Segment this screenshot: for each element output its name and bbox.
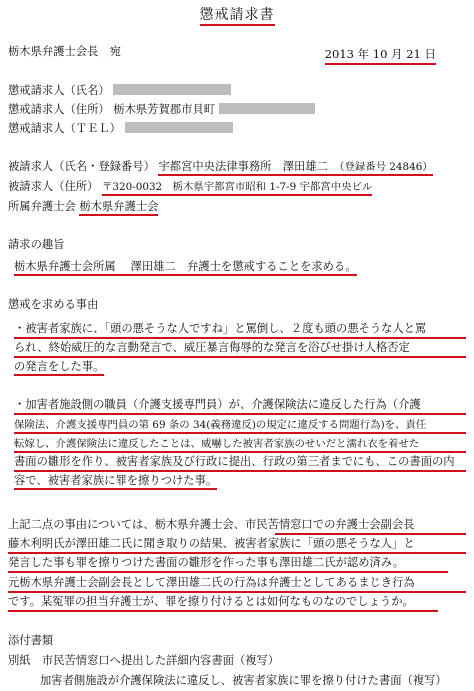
respondent-address-row [8,180,470,194]
purpose-heading: 請求の趣旨 [8,238,65,251]
underline-rule [8,591,466,593]
reason2-line-2: 保険法、介護支援専門員の第 69 条の 34(義務違反)の規定に違反する問題行為)を、責任 [14,419,427,431]
petitioner-address-row [8,103,470,117]
underline-rule [14,337,466,339]
document-title: 懲戒請求書 [0,4,474,24]
respondent-name-value: 宇都宮中央法律事務所 澤田雄二 （登録番号 24846） [158,160,432,176]
attachment-item-2: 加害者側施設が介護保険法に違反し、被害者家族に罪を擦り付けた書面（複写） [40,674,447,687]
underline-rule [14,356,466,358]
attachments-heading: 添付書類 [8,634,54,647]
underline-rule [8,610,438,612]
respondent-bar-label: 所属弁護士会 [8,200,76,213]
respondent-name-row [8,160,470,174]
underline-rule [14,451,466,453]
summary-line-3: 発言した事も罪を擦りつけた書面の雛形を作った事も澤田雄二氏が認め済み。 [8,556,405,569]
reasons-heading: 懲戒を求める事由 [8,298,99,311]
summary-line-1: 上記二点の事由については、栃木県弁護士会、市民苦情窓口での弁護士会副会長 [8,518,415,531]
respondent-bar-row [8,200,470,214]
underline-rule [275,533,466,535]
reason2-line-1: ・加害者施設側の職員（介護支援専門員）が、介護保険法に違反した行為（介護 [14,398,421,411]
redacted-name [113,84,231,95]
reason1-line-1: ・被害者家族に、「頭の悪そうな人ですね」と罵倒し、２度も頭の悪そうな人と罵 [14,322,427,335]
redacted-address [219,103,315,114]
petitioner-name-row [8,84,470,98]
underline-rule [14,432,466,434]
purpose-text: 栃木県弁護士会所属 澤田雄二 弁護士を懲戒することを求める。 [14,260,470,274]
underline-rule [14,413,466,415]
summary-line-5: です。某冤罪の担当弁護士が、罪を擦り付けるとは如何なものなのでしょうか。 [8,595,414,608]
summary-line-2: 藤木利明氏が澤田雄二氏に聞き取りの結果、被害者家族に「頭の悪そうな人」と [8,537,415,550]
underline-rule [14,470,466,472]
reason1-line-3: の発言をした事。 [14,360,470,374]
redacted-tel [125,122,233,133]
reason2-line-3: 転嫁し、介護保険法に違反したことは、威嚇した被害者家族のせいだと濡れ衣を着せた [14,438,420,450]
respondent-address-value: 〒320-0032 栃木県宇都宮市昭和 1-7-9 宇都宮中央ビル [102,181,372,196]
addressee: 栃木県弁護士会長 宛 [8,45,121,58]
reason2-line-5: 容で、被害者家族に罪を擦りつけた事。 [14,474,470,488]
underline-rule [8,571,448,573]
petitioner-address-label: 懲戒請求人（住所） [8,103,110,116]
respondent-bar-value: 栃木県弁護士会 [79,200,158,216]
summary-line-4: 元栃木県弁護士会副会長として澤田雄二氏の行為は弁護士としてあるまじき行為 [8,576,415,589]
petitioner-tel-label: 懲戒請求人（ＴＥＬ） [8,122,121,135]
reason1-line-2: られ、終始威圧的な言動発言で、威圧暴言侮辱的な発言を浴びせ掛け人格否定 [14,341,410,354]
document-date: 2013 年 10 月 21 日 [325,46,436,65]
respondent-name-label: 被請求人（氏名・登録番号） [8,160,155,173]
reason2-line-4: 書面の雛形を作り、被害者家族及び行政に提出、行政の第三者までにも、この書面の内 [14,455,455,468]
underline-rule [8,552,466,554]
petitioner-name-label: 懲戒請求人（氏名） [8,84,110,97]
petitioner-address-value: 栃木県芳賀郡市貝町 [113,103,215,116]
petitioner-tel-row [8,122,470,136]
respondent-address-label: 被請求人（住所） [8,180,99,193]
attachment-item-1: 別紙 市民苦情窓口へ提出した詳細内容書面（複写） [8,654,280,667]
